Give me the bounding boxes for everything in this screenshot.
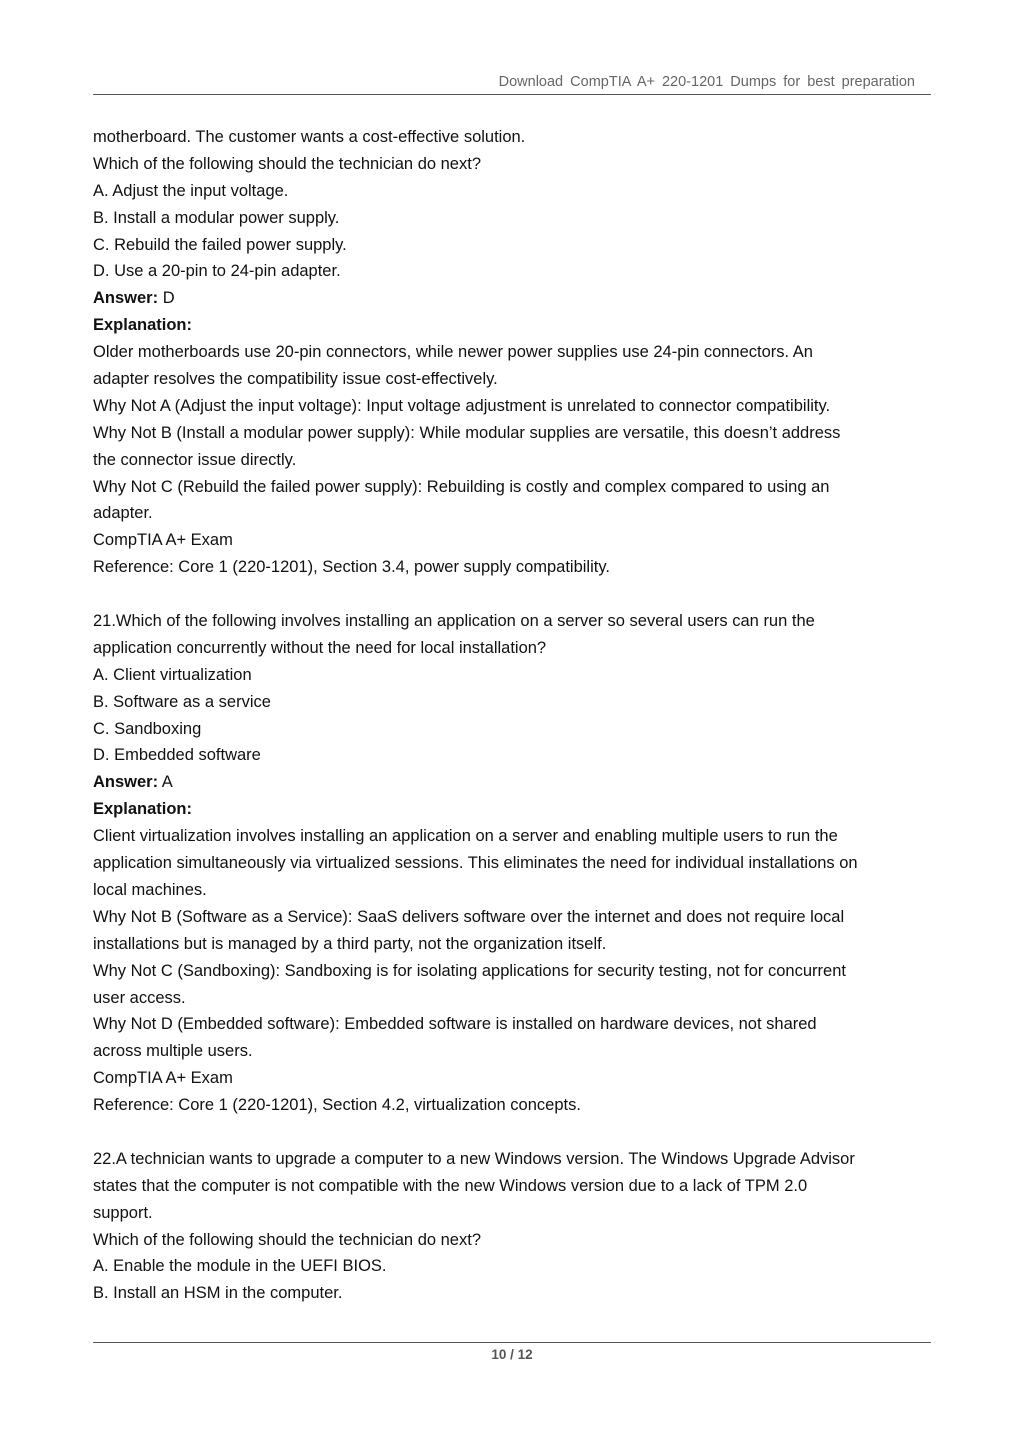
answer: [93, 769, 943, 796]
answer-label: Answer:: [93, 289, 159, 308]
question-text: 22.A technician wants to upgrade a computer to a new Windows version. The Windows Upgrade Advisor: [93, 1149, 855, 1168]
spacer: [93, 581, 943, 608]
explanation-line: Why Not B (Software as a Service): SaaS delivers software over the internet and does not require local: [93, 907, 845, 926]
option-c: C. Sandboxing: [93, 719, 202, 738]
explanation-line: application simultaneously via virtualized sessions. This eliminates the need for individual installations on: [93, 854, 858, 873]
exam-name: CompTIA A+ Exam: [93, 531, 233, 550]
question-20-continuation: [93, 124, 943, 581]
explanation-line: local machines.: [93, 880, 207, 899]
option-d: D. Use a 20-pin to 24-pin adapter.: [93, 262, 341, 281]
option-c: C. Rebuild the failed power supply.: [93, 235, 347, 254]
explanation-line: adapter resolves the compatibility issue cost-effectively.: [93, 370, 498, 389]
explanation-label: Explanation:: [93, 800, 193, 819]
question-22: [93, 1146, 943, 1307]
explanation-line: Older motherboards use 20-pin connectors, while newer power supplies use 24-pin connectors. An: [93, 343, 813, 362]
exam-name: CompTIA A+ Exam: [93, 1069, 233, 1088]
explanation-line: Why Not A (Adjust the input voltage): Input voltage adjustment is unrelated to connector compatibility.: [93, 396, 831, 415]
option-a: A. Adjust the input voltage.: [93, 181, 289, 200]
question-21: [93, 608, 943, 1119]
spacer: [93, 1119, 943, 1146]
question-text: Which of the following should the technician do next?: [93, 154, 481, 173]
explanation-line: Why Not C (Rebuild the failed power supply): Rebuilding is costly and complex compared to using an: [93, 477, 830, 496]
explanation-line: user access.: [93, 988, 186, 1007]
header-text: Download CompTIA A+ 220-1201 Dumps for best preparation: [498, 74, 915, 90]
reference: Reference: Core 1 (220-1201), Section 3.4, power supply compatibility.: [93, 558, 610, 577]
question-text: application concurrently without the need for local installation?: [93, 638, 547, 657]
explanation-line: across multiple users.: [93, 1042, 253, 1061]
explanation-line: Why Not D (Embedded software): Embedded software is installed on hardware devices, not shared: [93, 1015, 817, 1034]
explanation-line: Why Not B (Install a modular power supply): While modular supplies are versatile, this doesn’t address: [93, 423, 841, 442]
answer: [93, 285, 943, 312]
option-b: B. Software as a service: [93, 692, 271, 711]
explanation-line: Why Not C (Sandboxing): Sandboxing is for isolating applications for security testing, not for concurrent: [93, 961, 846, 980]
page-content: [93, 124, 943, 1307]
option-a: A. Client virtualization: [93, 665, 252, 684]
answer-value: D: [158, 289, 175, 308]
explanation-line: Client virtualization involves installing an application on a server and enabling multiple users to run the: [93, 827, 838, 846]
answer-value: A: [158, 773, 173, 792]
option-b: B. Install an HSM in the computer.: [93, 1284, 343, 1303]
page-number: 10 / 12: [491, 1347, 533, 1362]
page-header: [93, 72, 931, 95]
option-a: A. Enable the module in the UEFI BIOS.: [93, 1257, 387, 1276]
option-b: B. Install a modular power supply.: [93, 208, 340, 227]
question-text: motherboard. The customer wants a cost-effective solution.: [93, 128, 526, 146]
reference: Reference: Core 1 (220-1201), Section 4.2, virtualization concepts.: [93, 1096, 581, 1115]
question-text: states that the computer is not compatible with the new Windows version due to a lack of TPM 2.0: [93, 1176, 808, 1195]
question-text: 21.Which of the following involves installing an application on a server so several users can run the: [93, 612, 815, 631]
question-text: Which of the following should the technician do next?: [93, 1230, 481, 1249]
option-d: D. Embedded software: [93, 746, 261, 765]
answer-label: Answer:: [93, 773, 159, 792]
explanation-label: Explanation:: [93, 316, 193, 335]
explanation-line: adapter.: [93, 504, 153, 523]
page-footer: [93, 1342, 931, 1362]
explanation-line: the connector issue directly.: [93, 450, 297, 469]
explanation-line: installations but is managed by a third party, not the organization itself.: [93, 934, 607, 953]
question-text: support.: [93, 1203, 153, 1222]
